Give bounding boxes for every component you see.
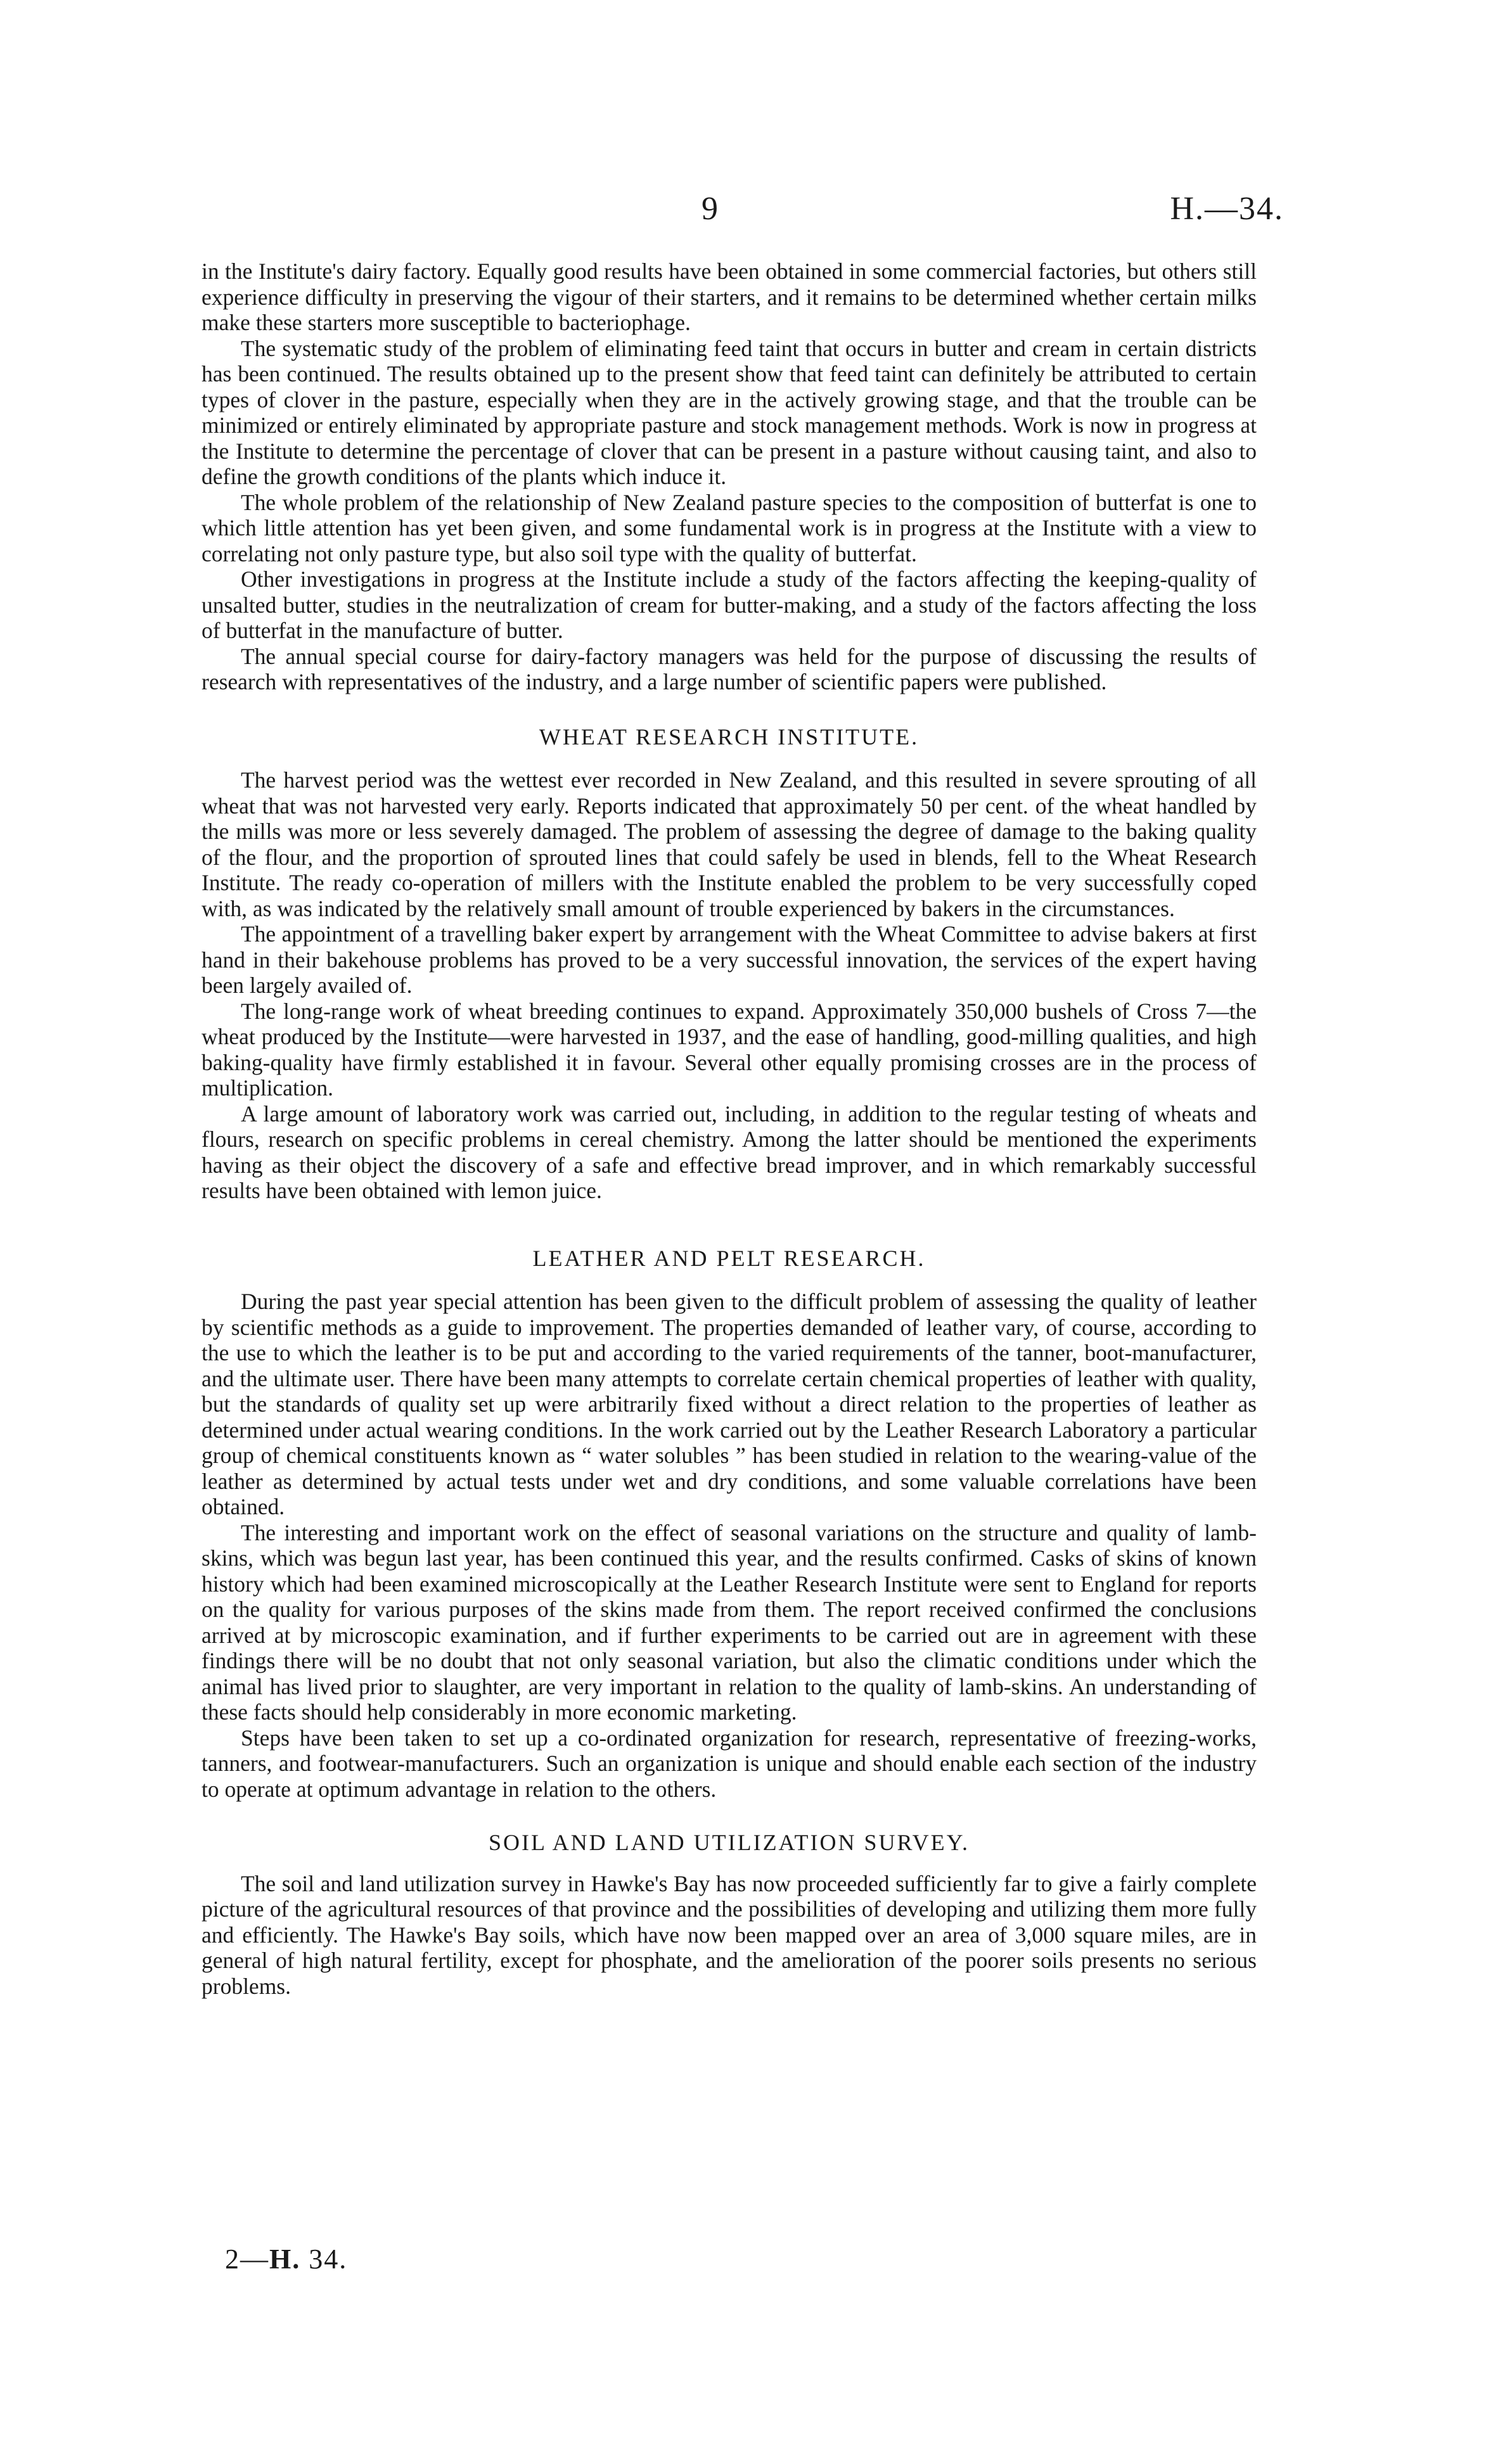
paragraph: The appointment of a travelling baker expert by arrangement with the Wheat Committee to advise bakers at first hand in their bakehouse problems has proved to be a very successful innovation, the services of the expert having been largely availed of. [202,921,1257,998]
paragraph: in the Institute's dairy factory. Equally good results have been obtained in some commercial factories, but others still experience difficulty in preserving the vigour of their starters, and it remains to be determined whether certain milks make these starters more susceptible to bacteriophage. [202,259,1257,335]
paragraph: Steps have been taken to set up a co-ordinated organization for research, representative of freezing-works, tanners, and footwear-manufacturers. Such an organization is unique and should enable each section of the industry to operate at optimum advantage in relation to the others. [202,1725,1257,1802]
signature-prefix: 2— [225,2244,269,2275]
paragraph: The whole problem of the relationship of New Zealand pasture species to the composition of butterfat is one to which little attention has yet been given, and some fundamental work is in progress at the Institute with a view to correlating not only pasture type, but also soil type with the quality of butterfat. [202,489,1257,566]
running-head: H.—34. [1170,191,1284,227]
signature-suffix: 34. [300,2244,348,2275]
page-number: 9 [702,191,718,227]
section-heading-leather: LEATHER AND PELT RESEARCH. [532,1245,926,1271]
paragraph: Other investigations in progress at the Institute include a study of the factors affecting the keeping-quality of unsalted butter, studies in the neutralization of cream for butter-making, and a study of the factors affecting the loss of butterfat in the manufacture of butter. [202,566,1257,643]
paragraph: The systematic study of the problem of eliminating feed taint that occurs in butter and cream in certain districts has been continued. The results obtained up to the present show that feed taint can definitely be attributed to certain types of clover in the pasture, especially when they are in the actively growing stage, and that the trouble can be minimized or entirely eliminated by appropriate pasture and stock management methods. Work is now in progress at the Institute to determine the percentage of clover that can be present in a pasture without causing taint, and also to define the growth conditions of the plants which induce it. [202,335,1257,489]
section-heading-soil: SOIL AND LAND UTILIZATION SURVEY. [488,1830,970,1855]
paragraph: The soil and land utilization survey in Hawke's Bay has now proceeded sufficiently far to give a fairly complete picture of the agricultural resources of that province and the possibilities of developing and utilizing them more fully and efficiently. The Hawke's Bay soils, which have now been mapped over an area of 3,000 square miles, are in general of high natural fertility, except for phosphate, and the amelioration of the poorer soils presents no serious problems. [202,1870,1257,1999]
body-text [202,259,1257,1999]
paragraph: A large amount of laboratory work was carried out, including, in addition to the regular testing of wheats and flours, research on specific problems in cereal chemistry. Among the latter should be mentioned the experiments having as their object the discovery of a safe and effective bread improver, and in which remarkably successful results have been obtained with lemon juice. [202,1101,1257,1203]
paragraph: The annual special course for dairy-factory managers was held for the purpose of discussing the results of research with representatives of the industry, and a large number of scientific papers were published. [202,643,1257,694]
paragraph: During the past year special attention has been given to the difficult problem of assessing the quality of leather by scientific methods as a guide to improvement. The properties demanded of leather vary, of course, according to the use to which the leather is to be put and according to the varied requirements of the tanner, boot-manufacturer, and the ultimate user. There have been many attempts to correlate certain chemical properties of leather with quality, but the standards of quality set up were arbitrarily fixed without a direct relation to the properties of leather as determined under actual wearing conditions. In the work carried out by the Leather Research Laboratory a particular group of chemical constituents known as “ water solubles ” has been studied in relation to the wearing-value of the leather as determined by actual tests under wet and dry conditions, and some valuable correlations have been obtained. [202,1289,1257,1519]
paragraph: The interesting and important work on the effect of seasonal variations on the structure and quality of lamb-skins, which was begun last year, has been continued this year, and the results confirmed. Casks of skins of known history which had been examined microscopically at the Leather Research Institute were sent to England for reports on the quality for various purposes of the skins made from them. The report received confirmed the conclusions arrived at by microscopic examination, and if further experiments to be carried out are in agreement with these findings there will be no doubt that not only seasonal variation, but also the climatic conditions under which the animal has lived prior to slaughter, are very important in relation to the quality of lamb-skins. An understanding of these facts should help considerably in more economic marketing. [202,1519,1257,1725]
printer-signature [225,2243,347,2275]
signature-bold: H. [269,2244,301,2275]
paragraph: The long-range work of wheat breeding continues to expand. Approximately 350,000 bushels of Cross 7—the wheat produced by the Institute—were harvested in 1937, and the ease of handling, good-milling qualities, and high baking-quality have firmly established it in favour. Several other equally promising crosses are in the process of multiplication. [202,998,1257,1101]
section-heading-wheat: WHEAT RESEARCH INSTITUTE. [539,724,920,750]
paragraph: The harvest period was the wettest ever recorded in New Zealand, and this resulted in severe sprouting of all wheat that was not harvested very early. Reports indicated that approximately 50 per cent. of the wheat handled by the mills was more or less severely damaged. The problem of assessing the degree of damage to the baking quality of the flour, and the proportion of sprouted lines that could safely be used in blends, fell to the Wheat Research Institute. The ready co-operation of millers with the Institute enabled the problem to be very successfully coped with, as was indicated by the relatively small amount of trouble experienced by bakers in the circumstances. [202,767,1257,921]
